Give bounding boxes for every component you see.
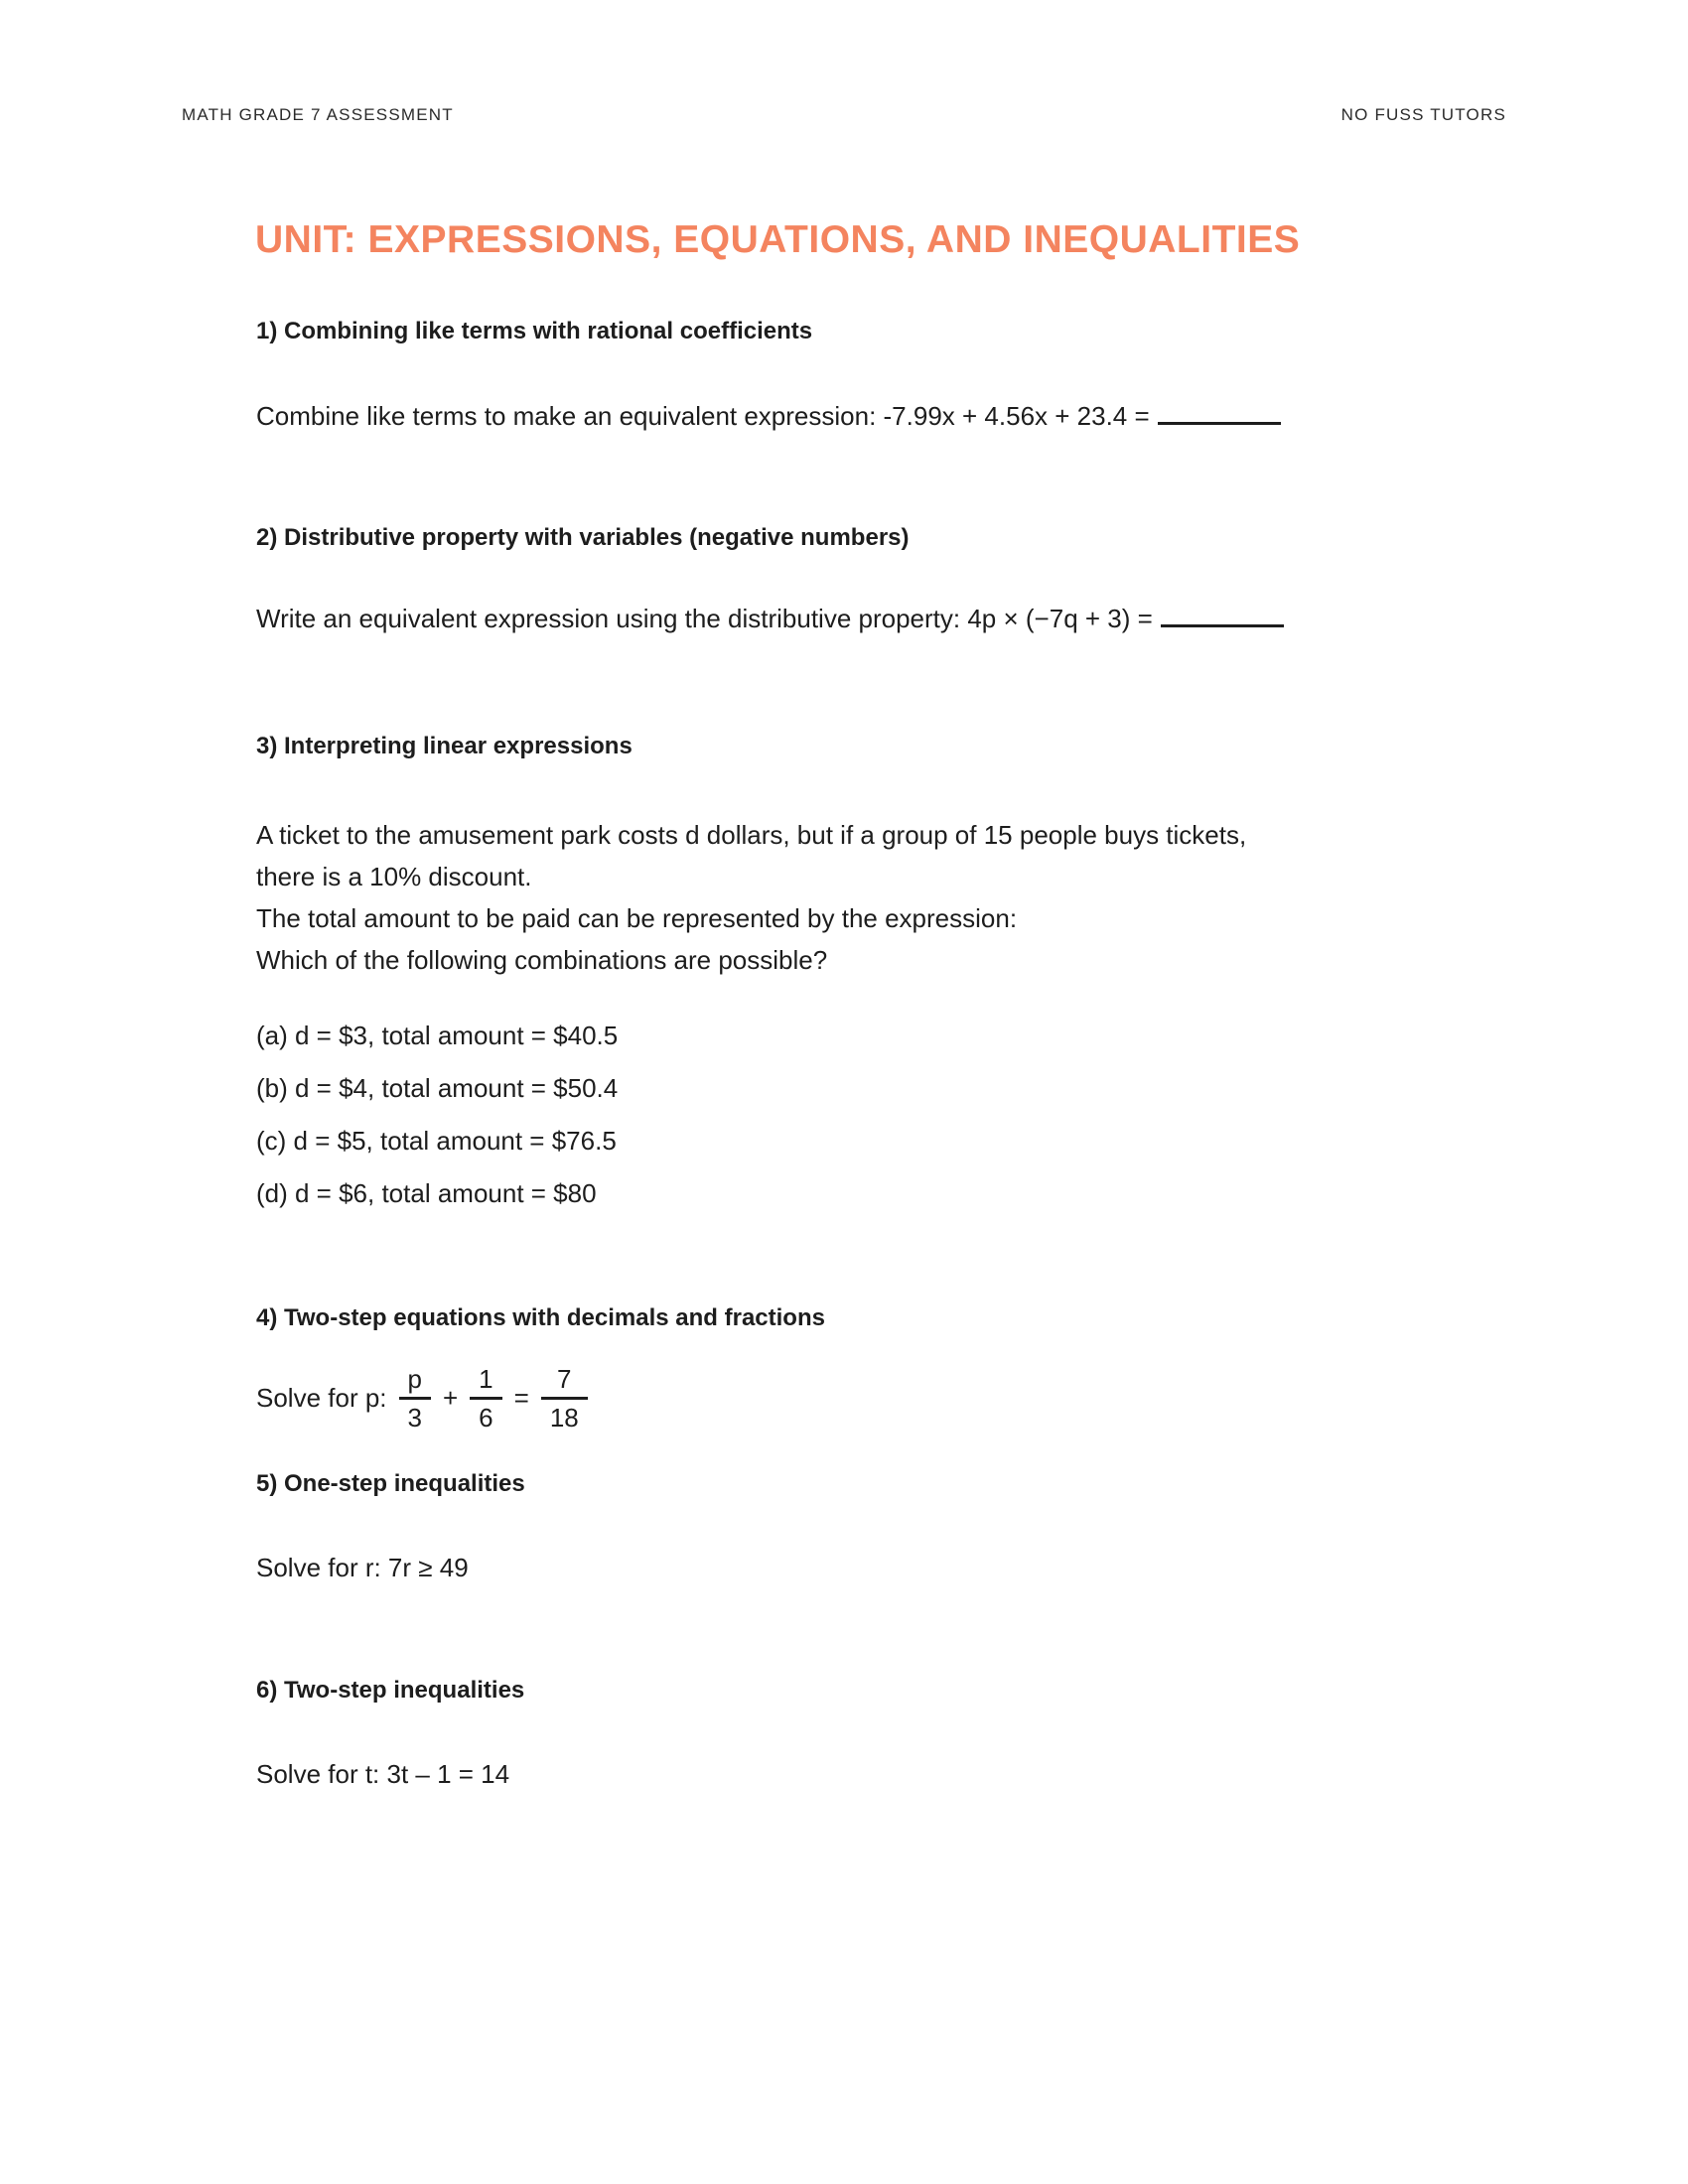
fraction-2-denominator: 6 xyxy=(470,1397,501,1431)
plus-operator: + xyxy=(442,1383,459,1413)
section-4-equation xyxy=(256,1366,588,1431)
section-1-question-text: Combine like terms to make an equivalent expression: -7.99x + 4.56x + 23.4 = xyxy=(256,401,1150,431)
header-brand-label: NO FUSS TUTORS xyxy=(1340,105,1506,124)
section-4-heading: 4) Two-step equations with decimals and fractions xyxy=(256,1304,825,1331)
section-6-question: Solve for t: 3t – 1 = 14 xyxy=(256,1759,510,1789)
fraction-7-over-18 xyxy=(541,1366,588,1431)
unit-title: UNIT: EXPRESSIONS, EQUATIONS, AND INEQUALITIES xyxy=(255,218,1301,261)
section-5-question: Solve for r: 7r ≥ 49 xyxy=(256,1553,469,1582)
section-6-heading: 6) Two-step inequalities xyxy=(256,1677,525,1704)
fraction-3-denominator: 18 xyxy=(541,1397,588,1431)
section-3-line-2: there is a 10% discount. xyxy=(256,862,532,891)
fraction-1-over-6 xyxy=(470,1366,501,1431)
section-1-question xyxy=(256,401,1281,432)
section-3-heading: 3) Interpreting linear expressions xyxy=(256,733,633,759)
fraction-3-numerator: 7 xyxy=(557,1364,572,1394)
equals-operator: = xyxy=(513,1383,529,1413)
option-c: (c) d = $5, total amount = $76.5 xyxy=(256,1126,617,1156)
equation-prompt: Solve for p: xyxy=(256,1383,387,1413)
section-2-heading: 2) Distributive property with variables (negative numbers) xyxy=(256,524,910,551)
section-1-heading: 1) Combining like terms with rational coefficients xyxy=(256,318,813,344)
option-d: (d) d = $6, total amount = $80 xyxy=(256,1178,597,1208)
section-2-answer-blank xyxy=(1161,622,1284,627)
header-assessment-label: MATH GRADE 7 ASSESSMENT xyxy=(182,105,454,124)
section-3-line-1: A ticket to the amusement park costs d dollars, but if a group of 15 people buys tickets, xyxy=(256,820,1247,850)
section-3-line-4: Which of the following combinations are possible? xyxy=(256,945,828,975)
section-3-options xyxy=(256,1023,618,1233)
section-2-question xyxy=(256,604,1284,634)
section-5-heading: 5) One-step inequalities xyxy=(256,1470,525,1497)
section-1-answer-blank xyxy=(1158,420,1281,425)
section-2-question-text: Write an equivalent expression using the distributive property: 4p × (−7q + 3) = xyxy=(256,604,1153,633)
fraction-1-numerator: p xyxy=(407,1364,422,1394)
section-3-line-3: The total amount to be paid can be represented by the expression: xyxy=(256,903,1018,933)
fraction-2-numerator: 1 xyxy=(479,1364,493,1394)
section-3-problem-paragraph xyxy=(256,814,1438,981)
option-b: (b) d = $4, total amount = $50.4 xyxy=(256,1073,619,1103)
fraction-p-over-3 xyxy=(399,1366,431,1431)
option-a: (a) d = $3, total amount = $40.5 xyxy=(256,1021,619,1050)
fraction-1-denominator: 3 xyxy=(399,1397,431,1431)
